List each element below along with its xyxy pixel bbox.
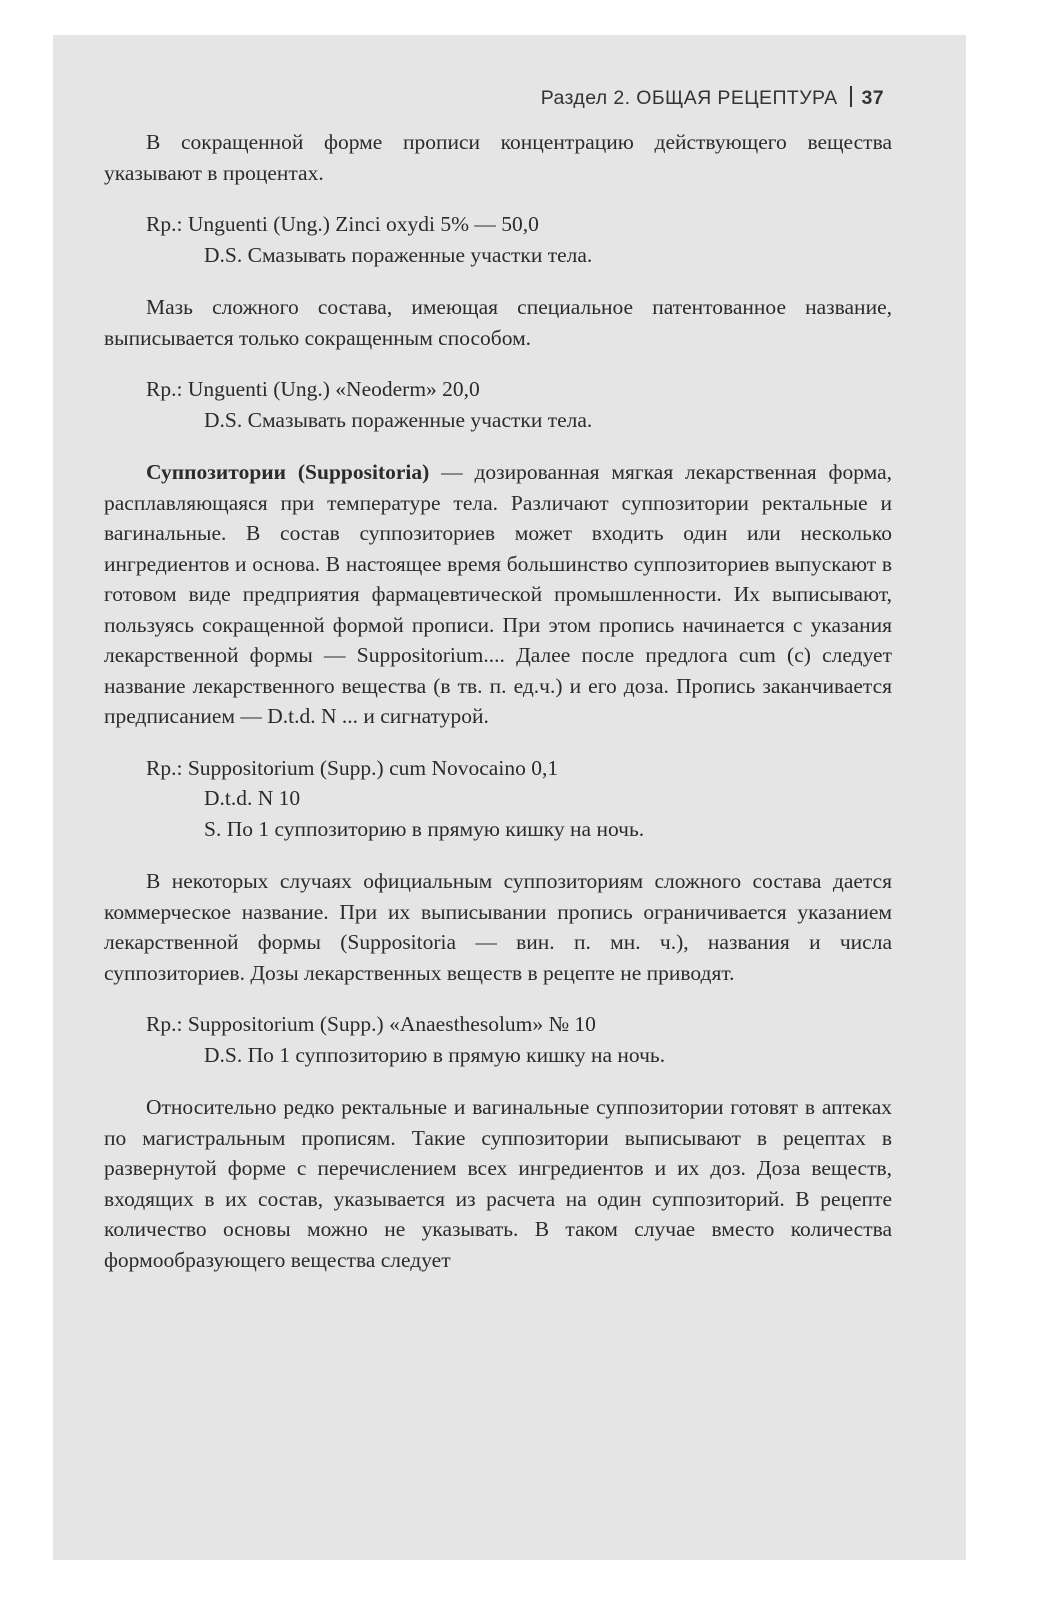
prescription-line: Rp.: Suppositorium (Supp.) «Anaesthesolum» № 10 (146, 1012, 596, 1036)
paragraph-4: В некоторых случаях официальным суппозиториям сложного состава дается коммерческое название. При их выписывании пропись ограничивается указанием лекарственной формы (Suppositoria — вин. п. мн. ч.), названия и числа суппозиториев. Дозы лекарственных веществ в рецепте не приводят. (104, 869, 892, 985)
term-suppositories: Суппозитории (Suppositoria) (146, 460, 430, 484)
paragraph-2: Мазь сложного состава, имеющая специальное патентованное название, выписывается только сокращенным способом. (104, 295, 892, 350)
paragraph-1: В сокращенной форме прописи концентрацию действующего вещества указывают в процентах. (104, 130, 892, 185)
prescription-line: Rp.: Unguenti (Ung.) «Neoderm» 20,0 (146, 377, 480, 401)
paragraph-3 (104, 457, 892, 732)
prescription-line: Rp.: Unguenti (Ung.) Zinci oxydi 5% — 50,0 (146, 212, 539, 236)
paragraph-3-text: — дозированная мягкая лекарственная форма, расплавляющаяся при температуре тела. Различают суппозитории ректальные и вагинальные. В состав суппозиториев может входить один или несколько ингредиентов и основа. В настоящее время большинство суппозиториев выпускают в готовом виде предприятия фармацевтической промышленности. Их выписывают, пользуясь сокращенной формой прописи. При этом пропись начинается с указания лекарственной формы — Suppositorium.... Далее после предлога cum (с) следует название лекарственного вещества (в тв. п. ед.ч.) и его доза. Пропись заканчивается предписанием — D.t.d. N ... и сигнатурой. (104, 460, 892, 728)
prescription-line: D.S. По 1 суппозиторию в прямую кишку на ночь. (204, 1042, 666, 1067)
page-number: 37 (861, 87, 884, 109)
prescription-3 (104, 753, 892, 845)
running-header (541, 86, 884, 110)
page-body (104, 127, 892, 1296)
header-divider (850, 86, 852, 107)
prescription-line: Rp.: Suppositorium (Supp.) cum Novocaino 0,1 (146, 755, 559, 780)
prescription-2 (104, 374, 892, 435)
prescription-4 (104, 1009, 892, 1070)
prescription-1 (104, 209, 892, 270)
prescription-line: S. По 1 суппозиторию в прямую кишку на ночь. (204, 816, 645, 841)
section-title: Раздел 2. ОБЩАЯ РЕЦЕПТУРА (540, 87, 838, 109)
prescription-line: D.S. Смазывать пораженные участки тела. (204, 242, 593, 267)
prescription-line: D.S. Смазывать пораженные участки тела. (204, 407, 593, 432)
prescription-line: D.t.d. N 10 (204, 786, 301, 810)
paragraph-5: Относительно редко ректальные и вагинальные суппозитории готовят в аптеках по магистральным прописям. Такие суппозитории выписывают в рецептах в развернутой форме с перечислением всех ингредиентов и их доз. Доза веществ, входящих в их состав, указывается из расчета на один суппозиторий. В рецепте количество основы можно не указывать. В таком случае вместо количества формообразующего вещества следует (104, 1095, 892, 1272)
